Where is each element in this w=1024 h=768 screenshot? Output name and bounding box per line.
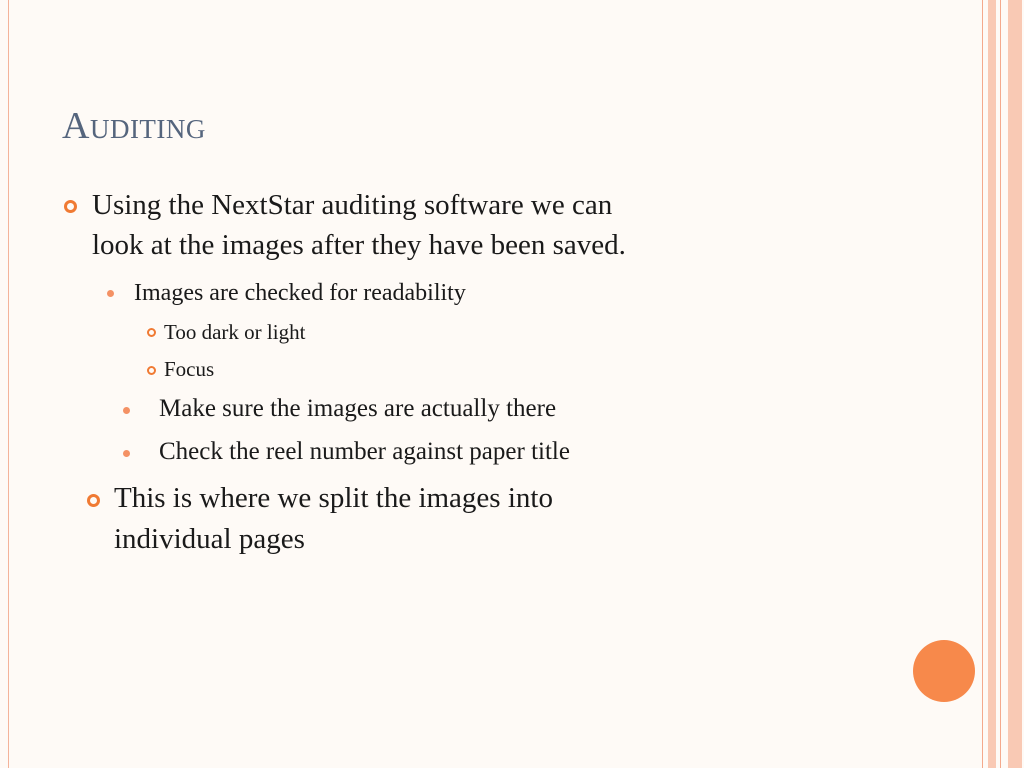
ring-bullet-icon	[147, 366, 156, 375]
bullet-text: Focus	[164, 357, 215, 381]
bullet-text: Images are checked for readability	[134, 280, 466, 306]
stripe	[1000, 0, 1001, 768]
ring-bullet-icon	[147, 328, 156, 337]
left-border-decoration	[0, 0, 9, 768]
slide-title: Auditing	[62, 105, 206, 147]
bullet-text: Check the reel number against paper title	[159, 438, 570, 465]
dot-bullet-icon	[123, 407, 130, 414]
bullet-text: Make sure the images are actually there	[159, 395, 557, 422]
ring-bullet-icon	[87, 494, 100, 507]
bullet-text: Too dark or light	[164, 320, 306, 344]
bullet-text: look at the images after they have been saved.	[92, 229, 626, 261]
stripe	[1008, 0, 1022, 768]
stripe	[988, 0, 996, 768]
right-stripes-decoration	[976, 0, 1024, 768]
orange-circle-decoration	[913, 640, 975, 702]
stripe	[982, 0, 983, 768]
ring-bullet-icon	[64, 200, 77, 213]
dot-bullet-icon	[107, 290, 114, 297]
bullet-text: individual pages	[114, 523, 305, 555]
bullet-text: This is where we split the images into	[114, 482, 553, 514]
dot-bullet-icon	[123, 450, 130, 457]
bullet-text: Using the NextStar auditing software we can	[92, 189, 613, 221]
